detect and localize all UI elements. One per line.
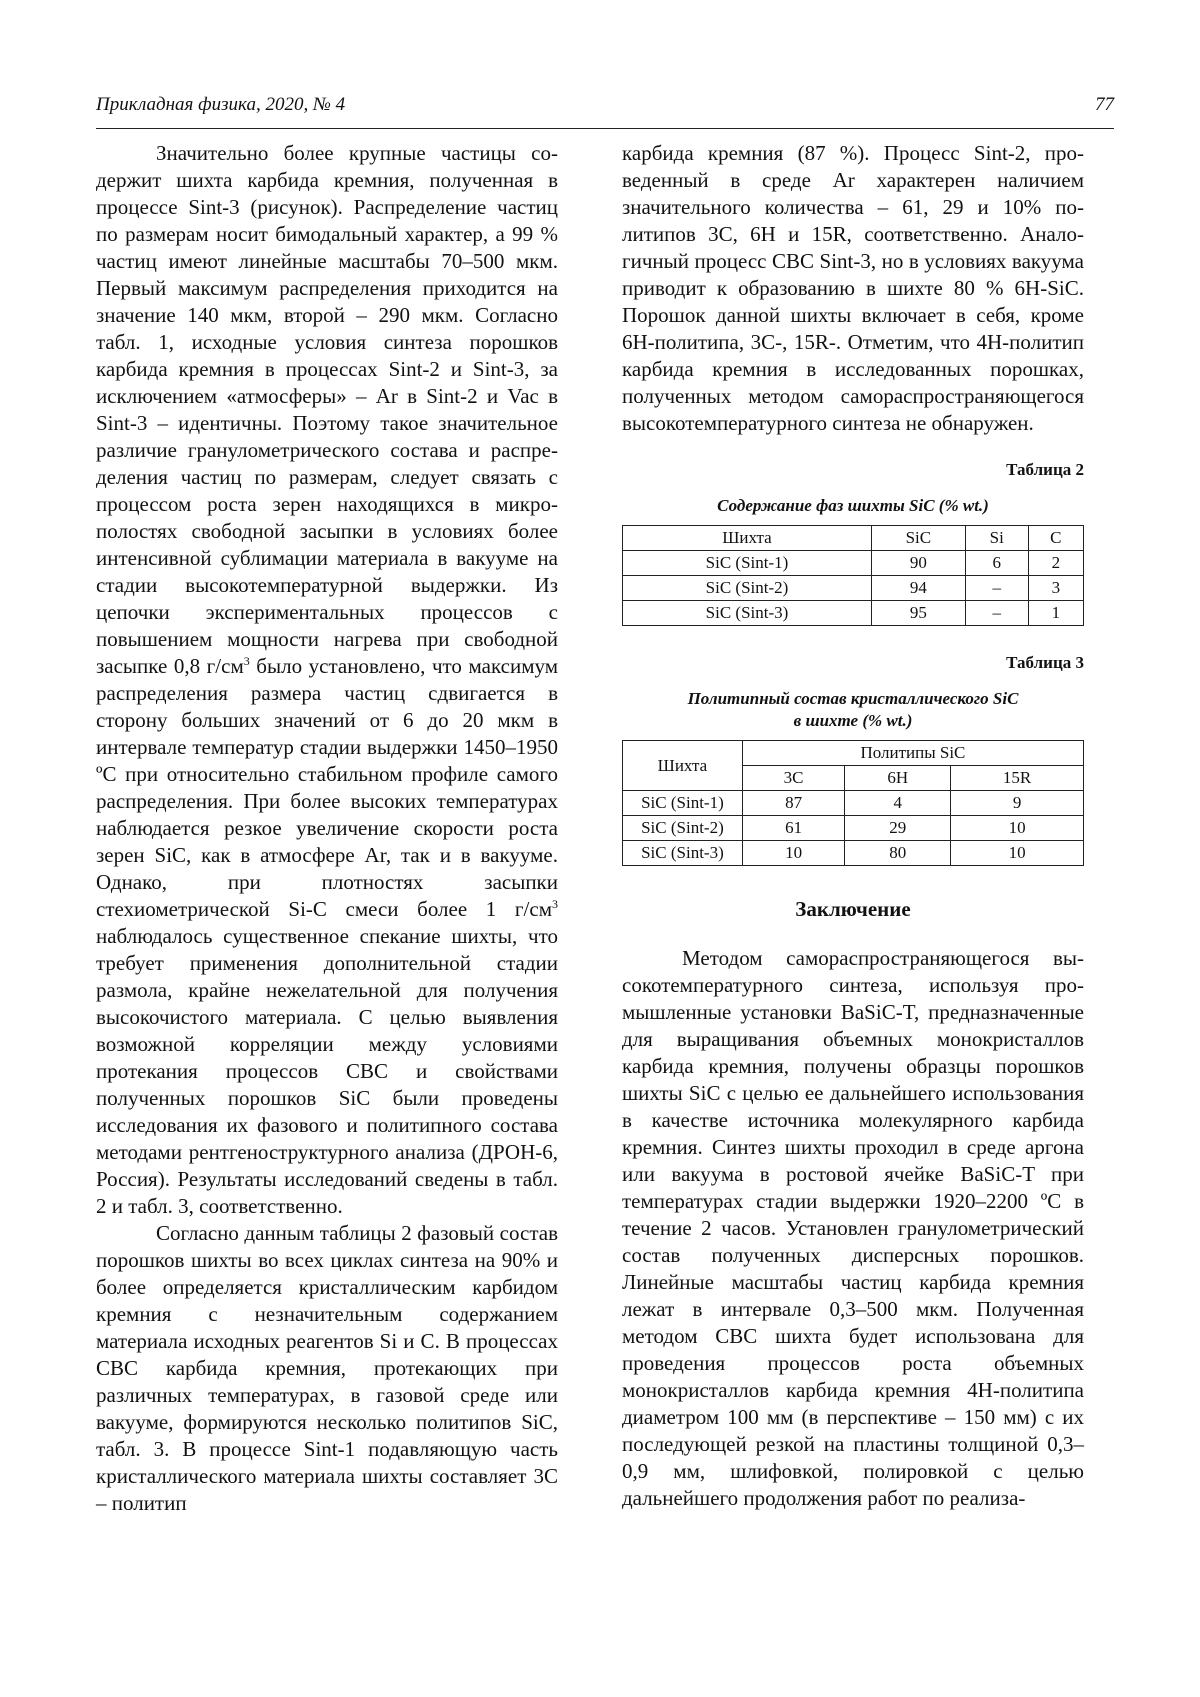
table-cell: SiC (Sint-1) bbox=[623, 551, 872, 576]
table-cell: 9 bbox=[951, 791, 1084, 816]
table-cell: 10 bbox=[951, 841, 1084, 866]
table-row bbox=[623, 601, 1084, 626]
table-cell: 1 bbox=[1028, 601, 1083, 626]
phase-content-table bbox=[622, 525, 1084, 626]
table-number: Таблица 3 bbox=[1006, 653, 1084, 672]
paragraph: Методом самораспространяющегося высокотемпературного синтеза, используя промышленные установки BaSiC-T, предназначенные для выращивания объемных монокристаллов карбида кремния, получены образцы порошков шихты SiC с целью ее дальнейшего использования в качестве источника молекулярного карбида кремния. Синтез шихты проходил в среде аргона или вакуума в ростовой ячейке BaSiC-T при температурах стадии выдержки 1920–2200 ºС в течение 2 часов. Установлен гранулометрический состав полученных дисперсных порошков. Линейные масштабы частиц карбида кремния лежат в интервале 0,3–500 мкм. Полученная методом СВС шихта будет использована для проведения процессов роста объемных монокристаллов карбида кремния 4H-политипа диаметром 100 мм (в перспективе – 150 мм) с их последующей резкой на пластины толщиной 0,3–0,9 мм, шлифовкой, полировкой с целью дальнейшего продолжения работ по реализа- bbox=[622, 946, 1084, 1510]
paragraph: карбида кремния (87 %). Процесс Sint-2, проведенный в среде Ar характерен наличием значительного количества – 61, 29 и 10% политипов 3C, 6H и 15R, соответственно. Аналогичный процесс СВС Sint-3, но в условиях вакуума приводит к образованию в шихте 80 % 6H-SiC. Порошок данной шихты включает в себя, кроме 6H-политипа, 3С-, 15R-. Отметим, что 4H-политип карбида кремния в исследованных порошках, полученных методом самораспространяющегося высокотемпературного синтеза не обнаружен. bbox=[622, 141, 1084, 435]
table-cell: – bbox=[965, 576, 1028, 601]
table-row bbox=[623, 791, 1084, 816]
table-cell: 95 bbox=[871, 601, 965, 626]
table-title: Содержание фаз шихты SiC (% wt.) bbox=[717, 496, 989, 515]
table-header-cell: Шихта bbox=[623, 741, 743, 791]
page-number: 77 bbox=[1095, 94, 1114, 115]
table-cell: 4 bbox=[845, 791, 951, 816]
table-cell: – bbox=[965, 601, 1028, 626]
table-title bbox=[622, 688, 1084, 732]
table-header-cell: C bbox=[1028, 526, 1083, 551]
table-cell: 2 bbox=[1028, 551, 1083, 576]
table-cell: 3 bbox=[1028, 576, 1083, 601]
table-cell: 90 bbox=[871, 551, 965, 576]
superscript: 3 bbox=[552, 897, 558, 911]
table-title-line: Политипный состав кристаллического SiC bbox=[687, 689, 1019, 708]
table-cell: 6 bbox=[965, 551, 1028, 576]
table-header-cell: Si bbox=[965, 526, 1028, 551]
table-cell: 61 bbox=[742, 816, 844, 841]
table-cell: 80 bbox=[845, 841, 951, 866]
running-header bbox=[96, 92, 1114, 129]
table-header-row bbox=[623, 526, 1084, 551]
table-header-cell: SiC bbox=[871, 526, 965, 551]
table-cell: SiC (Sint-3) bbox=[623, 841, 743, 866]
paragraph-text: наблюдалось существенное спекание шихты, что требует применения дополнительной стадии размола, крайне нежелательной для получения высокочистого материала. С целью выявления возможной корреляции между условиями протекания процессов СВС и свойствами полученных порошков SiC были проведены исследования их фазового и политипного состава методами рентгеноструктурного анализа (ДРОН-6, Россия). Результаты исследований сведены в табл. 2 и табл. 3, соответственно. bbox=[96, 924, 558, 1218]
table-row bbox=[623, 816, 1084, 841]
table-header-row bbox=[623, 741, 1084, 766]
table-header-cell: 6H bbox=[845, 766, 951, 791]
paragraph: Согласно данным таблицы 2 фазовый состав порошков шихты во всех циклах синтеза на 90% и более определяется кристаллическим карбидом кремния с незначительным содержанием материала исходных реагентов Si и С. В процессах СВС карбида кремния, протекающих при различных температурах, в газовой среде или вакууме, формируются несколько политипов SiC, табл. 3. В процессе Sint-1 подавляющую часть кристаллического материала шихты составляет 3С – политип bbox=[96, 1221, 558, 1515]
superscript: 3 bbox=[243, 654, 250, 668]
table-cell: SiC (Sint-3) bbox=[623, 601, 872, 626]
paragraph-text: было установлено, что максимум распределения размера частиц сдвигается в сторону больших значений от 6 до 20 мкм в интервале температур стадии выдержки 1450–1950 ºС при относительно стабильном профиле самого распределения. При более высоких температурах наблюдается резкое увеличение скорости роста зерен SiC, как в атмосфере Ar, так и в вакууме. Однако, при плотностях засыпки стехиометрической Si-C смеси более 1 г/см bbox=[96, 654, 558, 921]
table-cell: SiC (Sint-2) bbox=[623, 816, 743, 841]
table-cell: SiC (Sint-1) bbox=[623, 791, 743, 816]
polytype-composition-table bbox=[622, 740, 1084, 866]
paragraph-text: Значительно более крупные частицы содержит шихта карбида кремния, полученная в процессе Sint-3 (рисунок). Распределение частиц по размерам носит бимодальный характер, а 99 % частиц имеют линейные масштабы 70–500 мкм. Первый максимум распределения приходится на значение 140 мкм, второй – 290 мкм. Согласно табл. 1, исходные условия синтеза порошков карбида кремния в процессах Sint-2 и Sint-3, за исключением «атмосферы» – Ar в Sint-2 и Vac в Sint-3 – идентичны. Поэтому такое значительное различие гранулометрического состава и распределения частиц по размерам, следует связать с процессом роста зерен находящихся в микрополостях свободной засыпки в условиях более интенсивной сублимации материала в вакууме на стадии высокотемпературной выдержки. Из цепочки экспериментальных процессов с повышением мощности нагрева при свободной засыпке 0,8 г/см bbox=[96, 141, 558, 678]
table-cell: 10 bbox=[951, 816, 1084, 841]
table-cell: 10 bbox=[742, 841, 844, 866]
table-header-cell: 3C bbox=[742, 766, 844, 791]
section-heading: Заключение bbox=[795, 897, 911, 921]
right-column bbox=[622, 140, 1084, 1512]
table-cell: 87 bbox=[742, 791, 844, 816]
table-row bbox=[623, 551, 1084, 576]
table-cell: SiC (Sint-2) bbox=[623, 576, 872, 601]
table-row bbox=[623, 841, 1084, 866]
table-row bbox=[623, 576, 1084, 601]
table-header-cell: Шихта bbox=[623, 526, 872, 551]
table-title-line: в шихте (% wt.) bbox=[793, 711, 913, 730]
left-column bbox=[96, 140, 558, 1517]
journal-title: Прикладная физика, 2020, № 4 bbox=[96, 94, 346, 115]
table-cell: 94 bbox=[871, 576, 965, 601]
table-cell: 29 bbox=[845, 816, 951, 841]
table-number: Таблица 2 bbox=[1006, 460, 1084, 479]
table-header-cell: 15R bbox=[951, 766, 1084, 791]
table-header-cell: Политипы SiC bbox=[742, 741, 1083, 766]
paragraph bbox=[96, 140, 558, 1220]
